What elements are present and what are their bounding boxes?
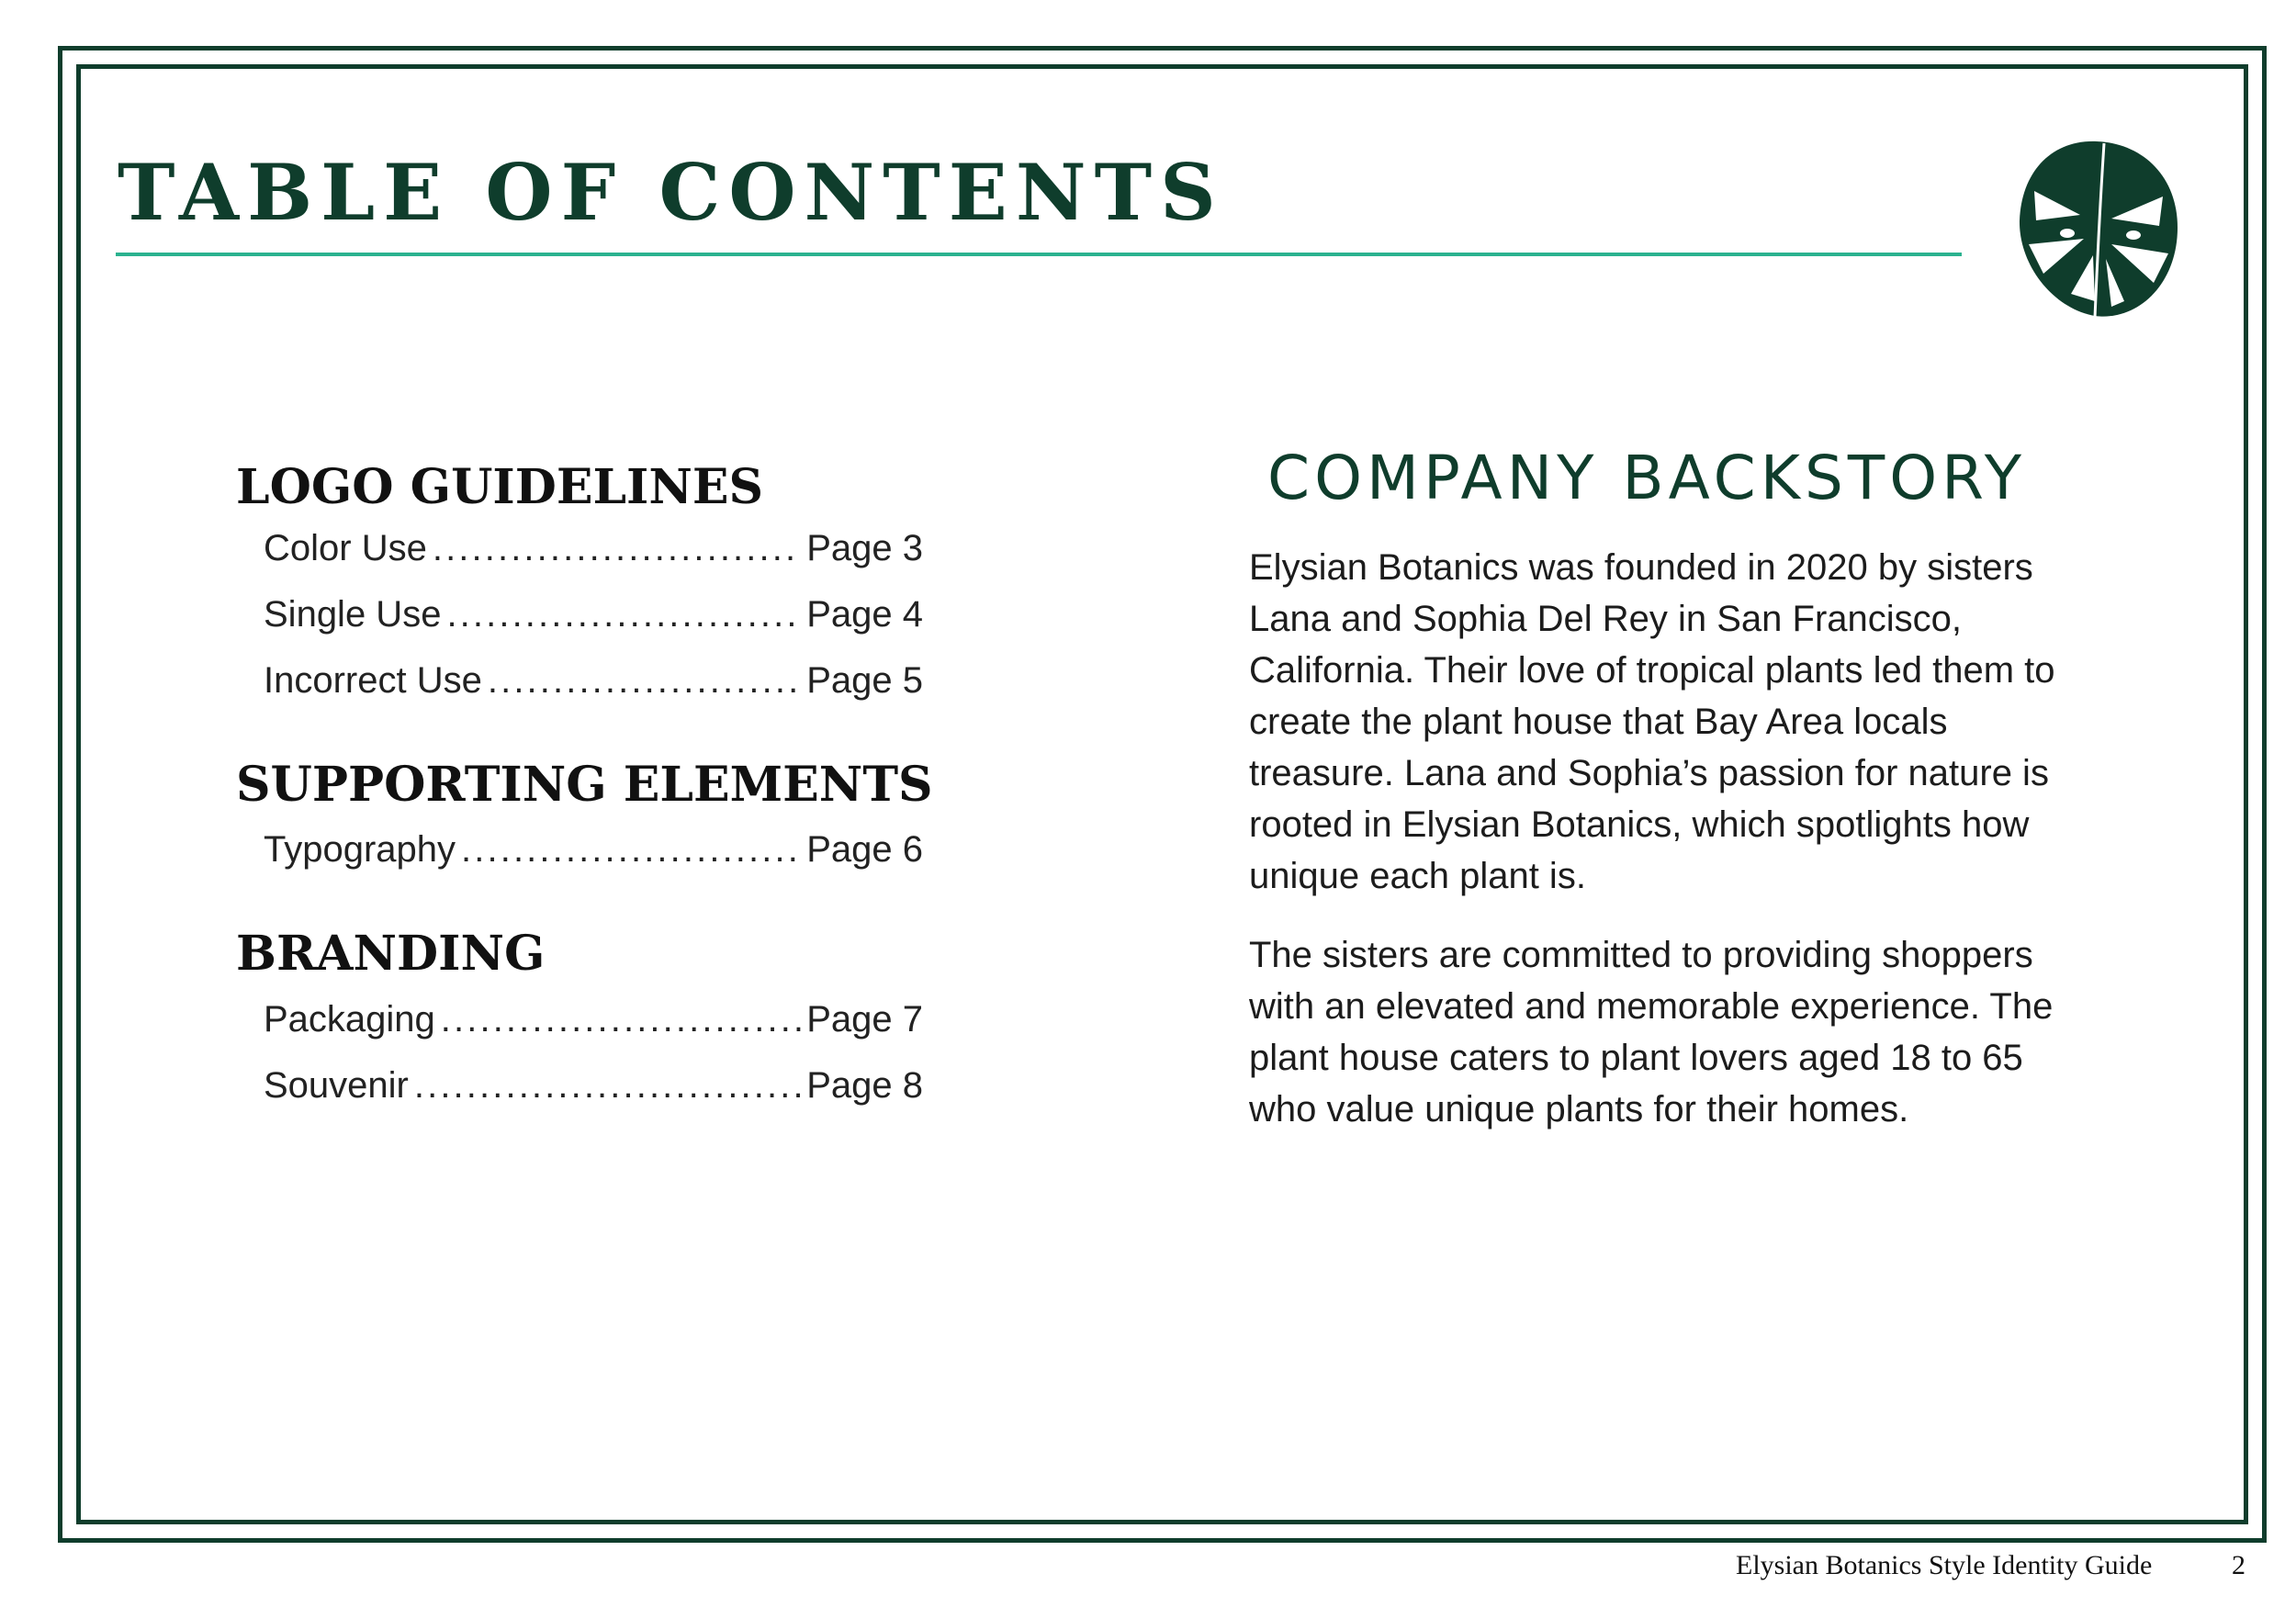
section-heading-supporting-elements: SUPPORTING ELEMENTS <box>236 757 933 813</box>
dot-leader <box>446 594 801 635</box>
toc-entry-page: Page 4 <box>806 594 923 635</box>
dot-leader <box>488 660 801 702</box>
toc-entry-souvenir[interactable] <box>264 1065 923 1120</box>
toc-entry-typography[interactable] <box>264 829 923 884</box>
backstory-paragraph-2: The sisters are committed to providing shoppers with an elevated and memorable experience. The plant house caters to plant lovers aged 18 to 65 who value unique plants for their homes. <box>1249 935 2054 1129</box>
toc-entry-packaging[interactable] <box>264 999 923 1054</box>
toc-entry-label: Packaging <box>264 999 435 1039</box>
title-underline <box>116 253 1962 256</box>
dot-leader <box>441 999 801 1040</box>
toc-entry-label: Typography <box>264 829 456 870</box>
section-heading-logo-guidelines: LOGO GUIDELINES <box>236 459 764 515</box>
backstory-paragraph-1: Elysian Botanics was founded in 2020 by sisters Lana and Sophia Del Rey in San Francisco, California. Their love of tropical plants led them to create the plant house that Bay Area locals treasure. Lana and Sophia’s passion for nature is rooted in Elysian Botanics, which spotlights how unique each plant is. <box>1249 547 2055 896</box>
toc-entry-label: Color Use <box>264 528 427 568</box>
footer-page-number: 2 <box>2232 1550 2245 1580</box>
dot-leader <box>433 528 801 569</box>
toc-entry-color-use[interactable] <box>264 528 923 583</box>
monstera-leaf-icon <box>2016 136 2181 321</box>
footer-guide-title: Elysian Botanics Style Identity Guide <box>1736 1550 2153 1580</box>
dot-leader <box>461 829 801 871</box>
dot-leader <box>414 1065 801 1107</box>
toc-entry-single-use[interactable] <box>264 594 923 649</box>
toc-entry-label: Incorrect Use <box>264 660 482 701</box>
toc-entry-page: Page 5 <box>806 660 923 701</box>
toc-entry-page: Page 8 <box>806 1065 923 1106</box>
toc-entry-label: Souvenir <box>264 1065 409 1106</box>
toc-entry-label: Single Use <box>264 594 442 635</box>
backstory-heading: COMPANY BACKSTORY <box>1267 443 2027 513</box>
page-title: TABLE OF CONTENTS <box>118 147 1224 238</box>
section-heading-branding: BRANDING <box>236 926 546 982</box>
toc-entry-page: Page 3 <box>806 528 923 568</box>
toc-entry-page: Page 6 <box>806 829 923 870</box>
toc-entry-page: Page 7 <box>806 999 923 1039</box>
toc-entry-incorrect-use[interactable] <box>264 660 923 715</box>
